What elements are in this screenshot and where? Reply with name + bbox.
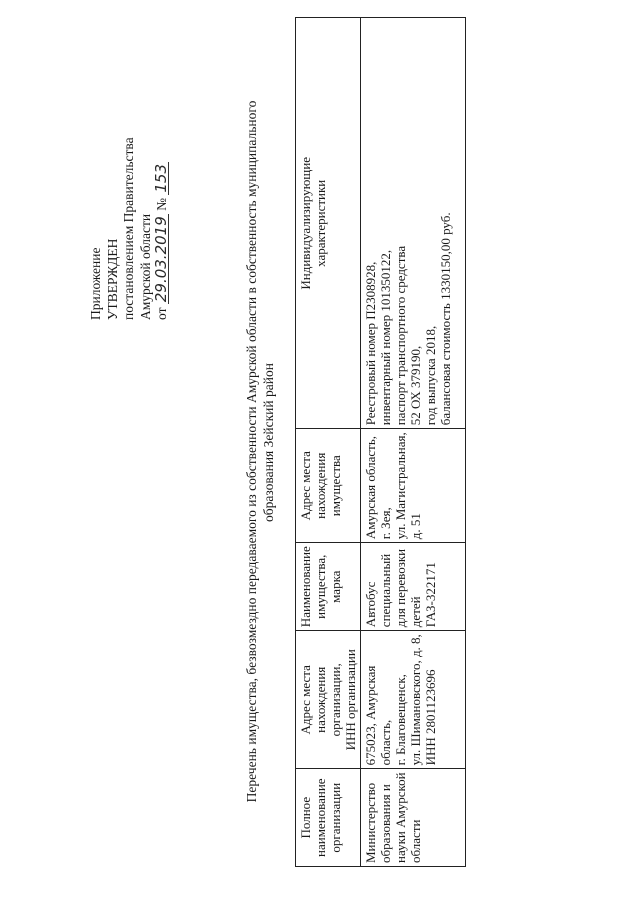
document-title bbox=[244, 20, 277, 865]
cell-characteristics: Реестровый номер П2308928, инвентарный номер 101350122, паспорт транспортного средства 52 ОХ 379190, год выпуска 2018, балансовая стоимость 1330150,00 руб. bbox=[361, 18, 466, 429]
header-org-name: Полное наименование организации bbox=[296, 769, 361, 867]
title-line-1: Перечень имущества, безвозмездно передаваемого из собственности Амурской области в собственность муниципального bbox=[244, 100, 259, 803]
cell-org-address: 675023, Амурская область, г. Благовещенск, ул. Шимановского, д. 8, ИНН 2801123696 bbox=[361, 631, 466, 769]
number-sign: № bbox=[154, 197, 169, 211]
approved-label: УТВЕРЖДЕН bbox=[104, 238, 120, 320]
cell-org-name: Министерство образования и науки Амурской области bbox=[361, 769, 466, 867]
title-line-2: образования Зейский район bbox=[260, 363, 276, 522]
cell-property-address: Амурская область, г. Зея, ул. Магистральная, д. 51 bbox=[361, 429, 466, 543]
date-prefix: от bbox=[154, 307, 169, 320]
table-row bbox=[361, 18, 466, 867]
resolution-label: постановлением Правительства bbox=[121, 137, 136, 320]
header-characteristics: Индивидуализирующие характеристики bbox=[296, 18, 361, 429]
property-table bbox=[295, 17, 466, 867]
region-label: Амурской области bbox=[137, 213, 153, 320]
cell-property-name: Автобус специальный для перевозки детей ГАЗ-322171 bbox=[361, 543, 466, 631]
header-property-address: Адрес места нахождения имущества bbox=[296, 429, 361, 543]
handwritten-date: 29.03.2019 bbox=[152, 216, 170, 303]
table-header-row bbox=[296, 18, 361, 867]
handwritten-number: 153 bbox=[152, 163, 170, 193]
header-property-name: Наименование имущества, марка bbox=[296, 543, 361, 631]
approval-block bbox=[88, 60, 171, 320]
header-org-address: Адрес места нахождения организации, ИНН организации bbox=[296, 631, 361, 769]
date-number-line bbox=[154, 60, 171, 320]
appendix-label: Приложение bbox=[88, 247, 103, 320]
